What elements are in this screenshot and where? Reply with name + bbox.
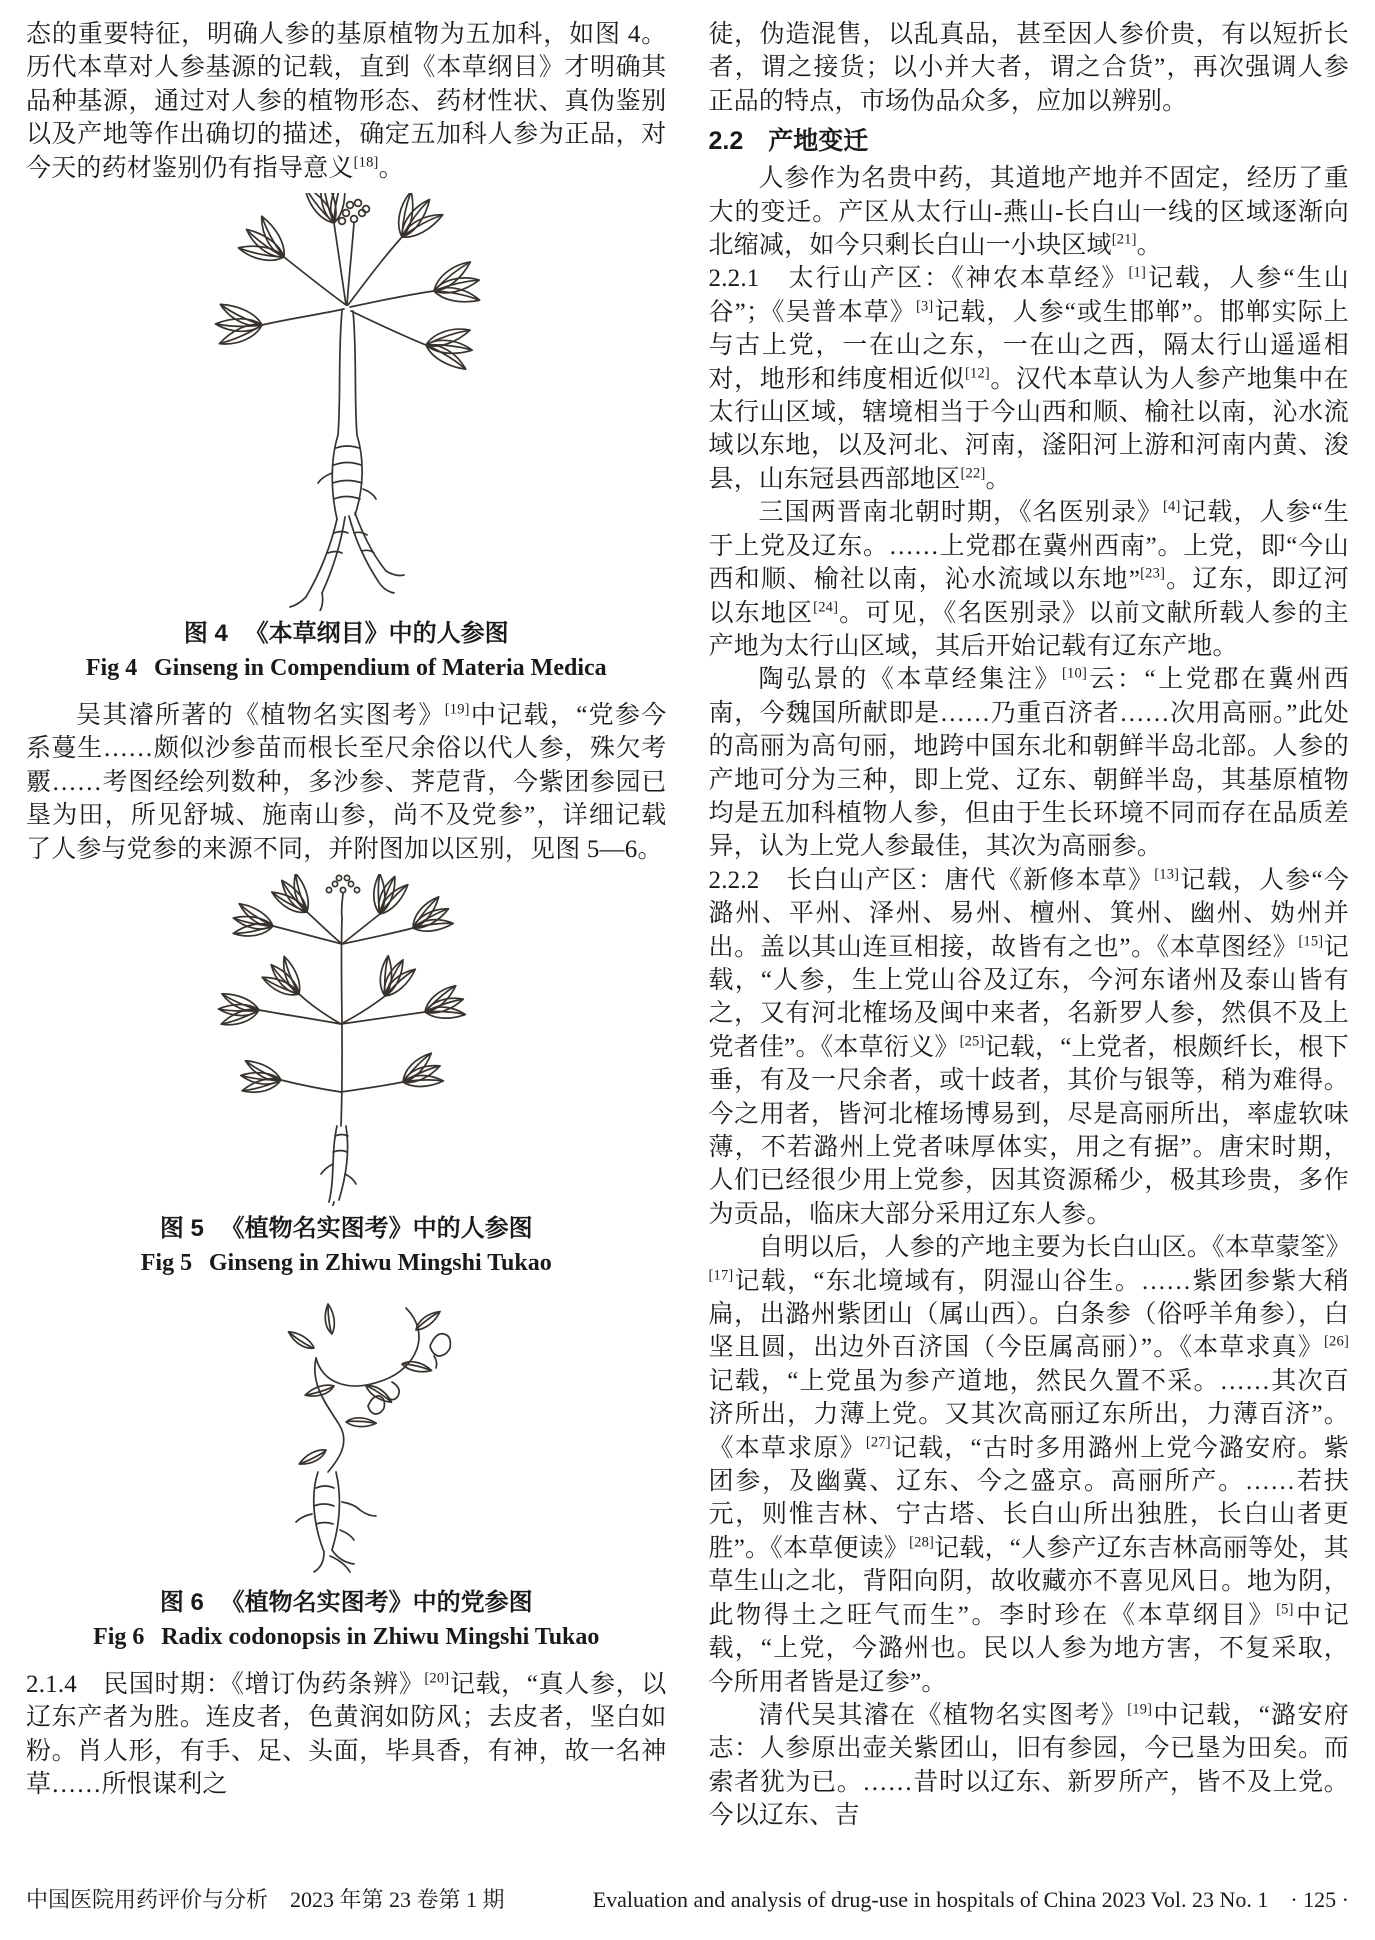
paragraph-taohongjing: 陶弘景的《本草经集注》[10]云：“上党郡在冀州西南，今魏国所献即是……乃重百济者……次用高丽。”此处的高丽为高句丽，地跨中国东北和朝鲜半岛北部。人参的产地可分为三种，即上党、辽东、朝鲜半岛，其基原植物均是五加科植物人参，但由于生长环境不同而存在品质差异，认为上党人参最佳，其次为高丽参。	[708, 665, 1349, 861]
paragraph-sanguo: 三国两晋南北朝时期，《名医别录》[4]记载，人参“生于上党及辽东。……上党郡在冀州西南”。上党，即“今山西和顺、榆社以南，沁水流域以东地”[23]。辽东，即辽河以东地区[24]。可见，《名医别录》以前文献所载人参的主产地为太行山区域，其后开始记载有辽东产地。	[708, 498, 1350, 660]
figure5-caption-zh	[26, 1212, 667, 1246]
figure5-title-en: Ginseng in Zhiwu Mingshi Tukao	[208, 1250, 552, 1277]
figure5-caption-en	[26, 1246, 667, 1280]
figure4-caption-en	[26, 651, 667, 685]
left-column	[26, 18, 667, 1833]
paragraph-2-1-4: 2.1.4 民国时期：《增订伪药条辨》[20]记载，“真人参，以辽东产者为胜。连皮者，色黄润如防风；去皮者，坚白如粉。肖人形，有手、足、头面，毕具香，有神，故一名神草……所恨谋利之	[26, 1670, 667, 1799]
right-column	[709, 18, 1350, 1833]
figure5-label-zh: 图 5	[159, 1215, 204, 1243]
figure4-caption-zh	[26, 617, 667, 651]
paragraph-2-2-1: 2.2.1 太行山产区：《神农本草经》[1]记载，人参“生山谷”；《吴普本草》[3]记载，人参“或生邯郸”。邯郸实际上与古上党，一在山之东，一在山之西，隔太行山遥遥相对，地形和纬度相近似[12]。汉代本草认为人参产地集中在太行山区域，辖境相当于今山西和顺、榆社以南，沁水流域以东地，以及河北、河南，滏阳河上游和河南内黄、浚县，山东冠县西部地区[22]。	[708, 265, 1349, 493]
figure6-codonopsis-illustration	[206, 1294, 486, 1580]
figure4-title-en: Ginseng in Compendium of Materia Medica	[153, 655, 607, 682]
figure4-label-zh: 图 4	[183, 620, 228, 648]
section-heading-2-2: 2.2 产地变迁	[708, 127, 869, 156]
figure6-label-en: Fig 6	[93, 1624, 145, 1651]
figure-5	[26, 874, 667, 1280]
figure5-title-zh: 《植物名实图考》中的人参图	[220, 1215, 533, 1243]
paragraph-continuation: 徒，伪造混售，以乱真品，甚至因人参价贵，有以短折长者，谓之接货；以小并大者，谓之合货”，再次强调人参正品的特点，市场伪品众多，应加以辨别。	[708, 21, 1349, 115]
figure5-label-en: Fig 5	[140, 1250, 193, 1277]
figure-6	[26, 1294, 667, 1654]
figure6-label-zh: 图 6	[159, 1589, 204, 1617]
paragraph-intro: 态的重要特征，明确人参的基原植物为五加科，如图 4。历代本草对人参基源的记载，直到《本草纲目》才明确其品种基源，通过对人参的植物形态、药材性状、真伪鉴别以及产地等作出确切的描述，确定五加科人参为正品，对今天的药材鉴别仍有指导意义[18]。	[26, 21, 667, 182]
paragraph-ming: 自明以后，人参的产地主要为长白山区。《本草蒙筌》[17]记载，“东北境域有，阴湿山谷生。……紫团参紫大稍扁，出潞州紫团山（属山西）。白条参（俗呼羊角参），白坚且圆，出边外百济国（今臣属高丽）”。《本草求真》[26]记载，“上党虽为参产道地，然民久置不采。……其次百济所出，力薄上党。又其次高丽辽东所出，力薄百济”。《本草求原》[27]记载，“古时多用潞州上党今潞安府。紫团参，及幽冀、辽东、今之盛京。高丽所产。……若扶元，则惟吉林、宁古塔、长白山所出独胜，长白山者更胜”。《本草便读》[28]记载，“人参产辽东吉林高丽等处，其草生山之北，背阳向阴，故收藏亦不喜见风日。地为阴，此物得土之旺气而生”。李时珍在《本草纲目》[5]中记载，“上党，今潞州也。民以人参为地方害，不复采取，今所用者皆是辽参”。	[708, 1234, 1351, 1696]
figure6-title-en: Radix codonopsis in Zhiwu Mingshi Tukao	[161, 1624, 600, 1651]
figure4-ginseng-illustration	[186, 193, 506, 611]
footer-journal-title-en-page-number: Evaluation and analysis of drug-use in hospitals of China 2023 Vol. 23 No. 1 · 125 ·	[592, 1887, 1349, 1912]
paragraph-2-2-2: 2.2.2 长白山产区：唐代《新修本草》[13]记载，人参“今潞州、平州、泽州、易州、檀州、箕州、幽州、妫州并出。盖以其山连亘相接，故皆有之也”。《本草图经》[15]记载，“人参，生上党山谷及辽东，今河东诸州及泰山皆有之，又有河北榷场及闽中来者，名新罗人参，然俱不及上党者佳”。《本草衍义》[25]记载，“上党者，根颇纤长，根下垂，有及一尺余者，或十歧者，其价与银等，稍为难得。今之用者，皆河北榷场博易到，尽是高丽所出，率虚软味薄，不若潞州上党者味厚体实，用之有据”。唐宋时期，人们已经很少用上党参，因其资源稀少，极其珍贵，多作为贡品，临床大部分采用辽东人参。	[708, 866, 1349, 1228]
paragraph-location-intro: 人参作为名贵中药，其道地产地并不固定，经历了重大的变迁。产区从太行山-燕山-长白山一线的区域逐渐向北缩减，如今只剩长白山一小块区域[21]。	[708, 165, 1349, 260]
figure6-caption-zh	[26, 1586, 667, 1620]
footer-journal-title-zh: 中国医院用药评价与分析 2023 年第 23 卷第 1 期	[26, 1887, 505, 1912]
figure4-label-en: Fig 4	[85, 655, 138, 682]
figure-4	[26, 193, 667, 685]
paragraph-wuqijun: 吴其濬所著的《植物名实图考》[19]中记载，“党参今系蔓生……颇似沙参苗而根长至尺余俗以代人参，殊欠考覈……考图经绘列数种，多沙参、荠苨背，今紫团参园已垦为田，所见舒城、施南山参，尚不及党参”，详细记载了人参与党参的来源不同，并附图加以区别，见图 5—6。	[26, 701, 667, 863]
figure6-title-zh: 《植物名实图考》中的党参图	[220, 1589, 533, 1617]
figure5-ginseng-illustration	[215, 874, 477, 1206]
paragraph-qing: 清代吴其濬在《植物名实图考》[19]中记载，“潞安府志：人参原出壶关紫团山，旧有参园，今已垦为田矣。而索者犹为已。……昔时以辽东、新罗所产，皆不及上党。今以辽东、吉	[708, 1701, 1349, 1830]
page-footer	[26, 1883, 1349, 1914]
figure6-caption-en	[26, 1620, 667, 1654]
figure4-title-zh: 《本草纲目》中的人参图	[244, 620, 509, 648]
